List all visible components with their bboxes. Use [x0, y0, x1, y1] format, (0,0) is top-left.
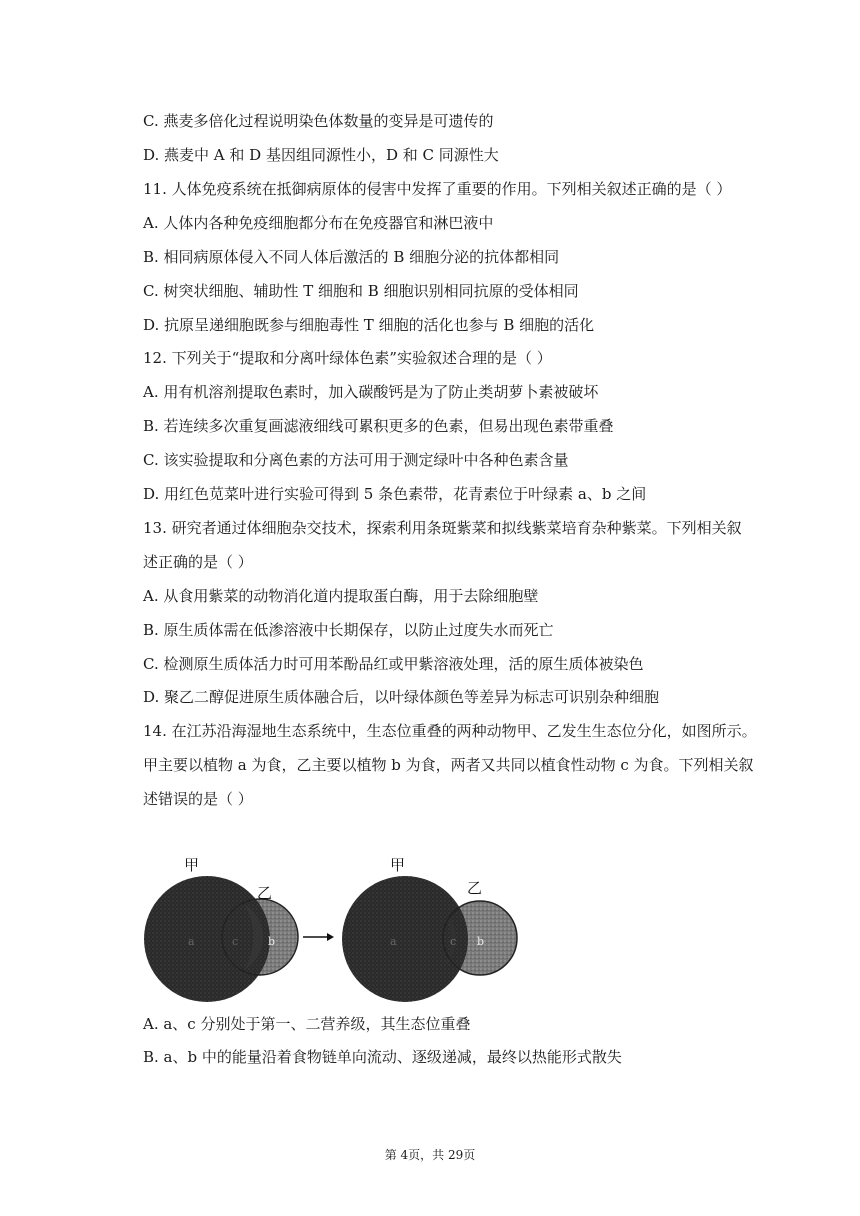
- question-12-stem: 12. 下列关于“提取和分离叶绿体色素”实验叙述合理的是（ ）: [143, 349, 552, 367]
- page-footer: 第 4页，共 29页: [384, 1148, 476, 1162]
- option-d-q10: D. 燕麦中 A 和 D 基因组同源性小，D 和 C 同源性大: [143, 146, 499, 164]
- left-label-b: b: [268, 935, 276, 948]
- right-niche-pair: [342, 856, 517, 1002]
- left-label-jia: 甲: [184, 856, 200, 874]
- option-d-q12: D. 用红色苋菜叶进行实验可得到 5 条色素带，花青素位于叶绿素 a、b 之间: [143, 485, 647, 503]
- question-14-stem: 14. 在江苏沿海湿地生态系统中，生态位重叠的两种动物甲、乙发生生态位分化，如图所示。: [143, 722, 757, 740]
- left-niche-pair: [144, 856, 298, 1002]
- left-label-c: c: [232, 935, 239, 948]
- option-d-q11: D. 抗原呈递细胞既参与细胞毒性 T 细胞的活化也参与 B 细胞的活化: [143, 316, 595, 334]
- question-14-stem-cont: 甲主要以植物 a 为食，乙主要以植物 b 为食，两者又共同以植食性动物 c 为食。下列相关叙: [143, 756, 754, 774]
- transition-arrow: [303, 933, 334, 941]
- niche-diagram: [140, 852, 530, 1012]
- option-c-q11: C. 树突状细胞、辅助性 T 细胞和 B 细胞识别相同抗原的受体相同: [143, 282, 579, 300]
- left-label-a: a: [188, 935, 195, 948]
- niche-differentiation-figure: [140, 852, 530, 1012]
- right-label-yi: 乙: [467, 879, 483, 897]
- right-label-jia: 甲: [390, 856, 406, 874]
- option-b-q13: B. 原生质体需在低渗溶液中长期保存，以防止过度失水而死亡: [143, 621, 554, 639]
- right-label-b: b: [477, 935, 485, 948]
- option-b-q14: B. a、b 中的能量沿着食物链单向流动、逐级递减，最终以热能形式散失: [143, 1048, 622, 1066]
- question-14-stem-end: 述错误的是（ ）: [143, 790, 253, 808]
- option-b-q11: B. 相同病原体侵入不同人体后激活的 B 细胞分泌的抗体都相同: [143, 248, 560, 266]
- question-11-stem: 11. 人体免疫系统在抵御病原体的侵害中发挥了重要的作用。下列相关叙述正确的是（ ）: [143, 180, 732, 198]
- left-circle-jia: [144, 876, 273, 1002]
- option-c-q10: C. 燕麦多倍化过程说明染色体数量的变异是可遗传的: [143, 112, 494, 130]
- option-a-q11: A. 人体内各种免疫细胞都分布在免疫器官和淋巴液中: [143, 214, 494, 232]
- option-c-q12: C. 该实验提取和分离色素的方法可用于测定绿叶中各种色素含量: [143, 451, 569, 469]
- question-13-stem-cont: 述正确的是（ ）: [143, 553, 253, 571]
- option-b-q12: B. 若连续多次重复画滤液细线可累积更多的色素，但易出现色素带重叠: [143, 417, 614, 435]
- right-label-c: c: [450, 935, 457, 948]
- question-13-stem: 13. 研究者通过体细胞杂交技术，探索利用条斑紫菜和拟线紫菜培育杂种紫菜。下列相关叙: [143, 519, 742, 537]
- option-a-q12: A. 用有机溶剂提取色素时，加入碳酸钙是为了防止类胡萝卜素被破坏: [143, 383, 599, 401]
- right-label-a: a: [390, 935, 397, 948]
- option-a-q14: A. a、c 分别处于第一、二营养级，其生态位重叠: [143, 1015, 471, 1033]
- option-a-q13: A. 从食用紫菜的动物消化道内提取蛋白酶，用于去除细胞壁: [143, 587, 539, 605]
- option-d-q13: D. 聚乙二醇促进原生质体融合后，以叶绿体颜色等差异为标志可识别杂种细胞: [143, 688, 660, 706]
- option-c-q13: C. 检测原生质体活力时可用苯酚品红或甲紫溶液处理，活的原生质体被染色: [143, 655, 644, 673]
- left-label-yi: 乙: [257, 884, 273, 902]
